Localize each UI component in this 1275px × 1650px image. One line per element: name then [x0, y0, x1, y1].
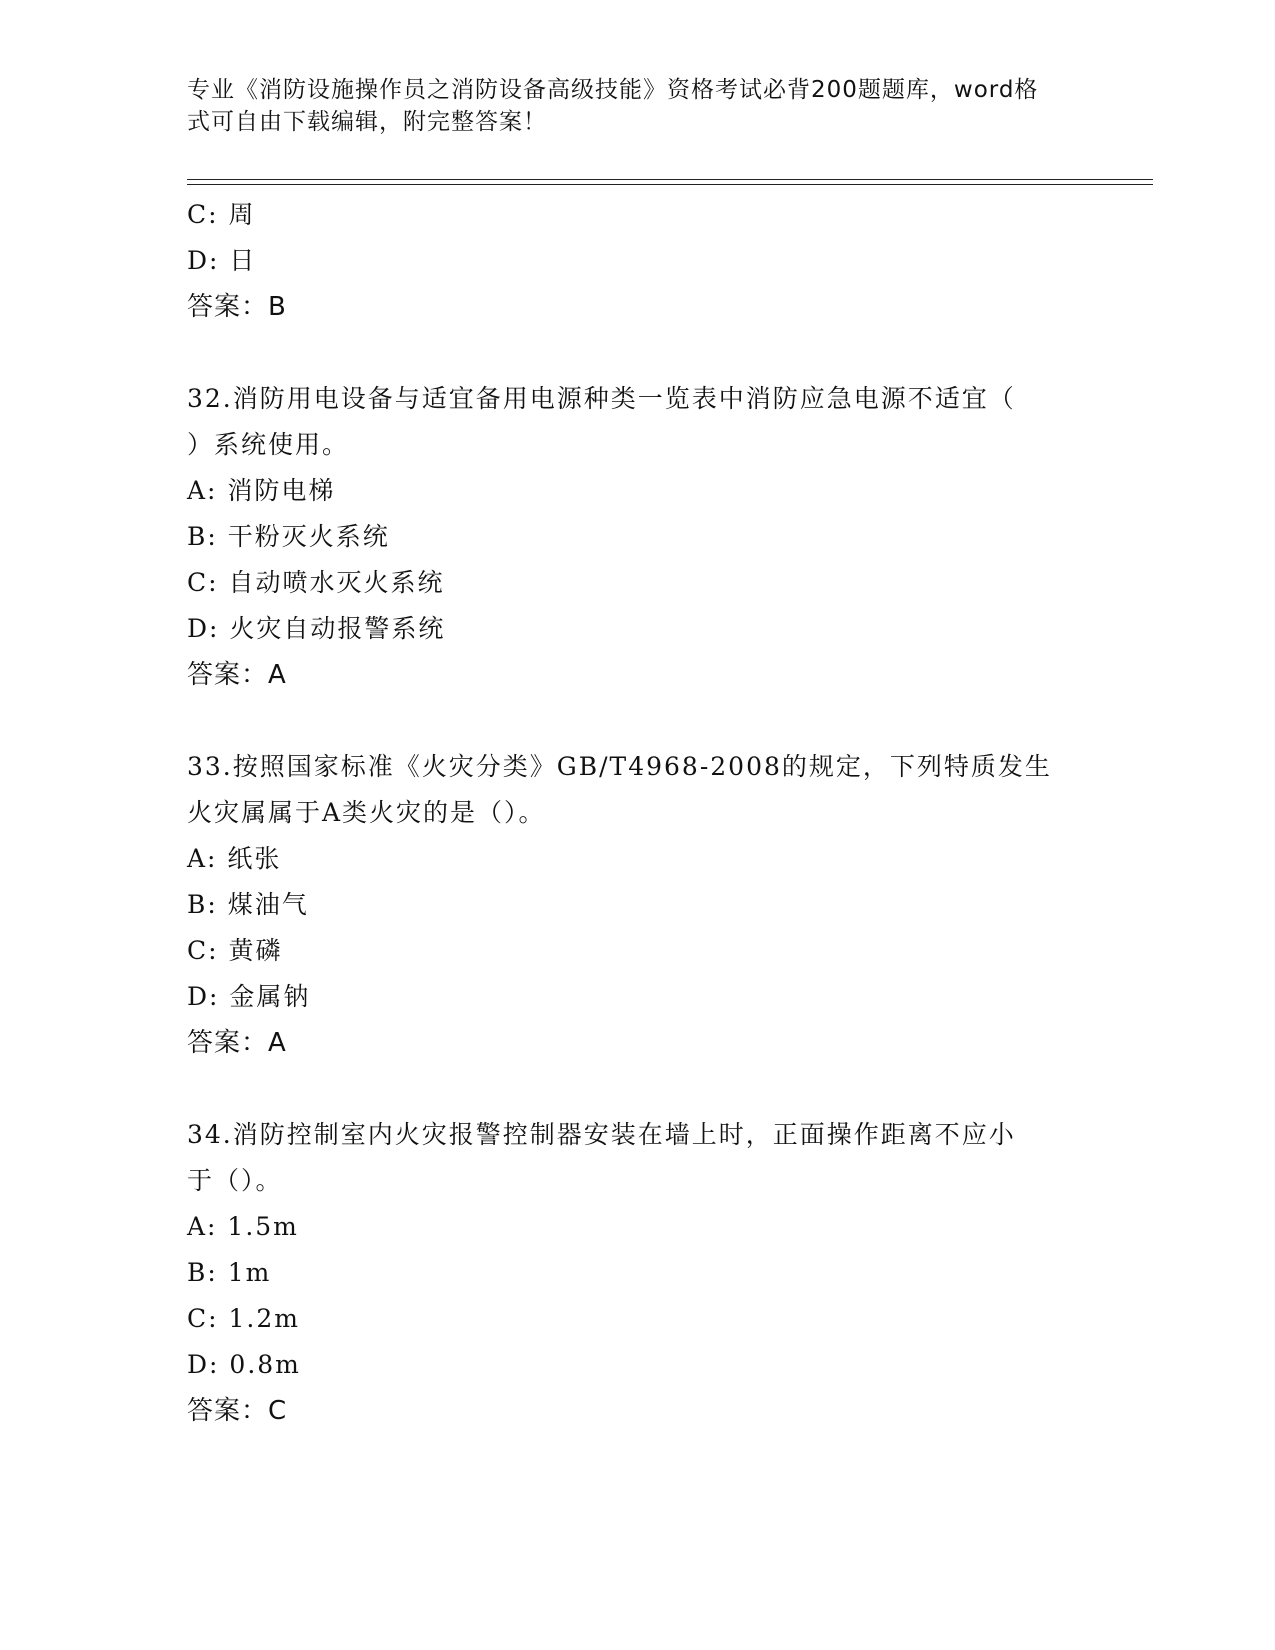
option-a: A: 消防电梯 — [187, 476, 336, 505]
option-b: B: 煤油气 — [187, 890, 309, 919]
header-line-2: 式可自由下载编辑，附完整答案！ — [187, 109, 547, 135]
spacer — [187, 698, 1087, 744]
option-c: C: 1.2m — [187, 1304, 300, 1333]
question-stem-line-1: 34.消防控制室内火灾报警控制器安装在墙上时，正面操作距离不应小 — [187, 1120, 1016, 1149]
option-d: D: 金属钠 — [187, 982, 311, 1011]
document-header — [187, 74, 1067, 138]
option-a: A: 纸张 — [187, 844, 282, 873]
header-line-1: 专业《消防设施操作员之消防设备高级技能》资格考试必背200题题库，word格 — [187, 77, 1039, 103]
partial-question — [187, 192, 1087, 330]
question-list — [187, 192, 1087, 1434]
option-a: A: 1.5m — [187, 1212, 299, 1241]
answer-line: 答案：B — [187, 292, 287, 322]
option-c: C: 周 — [187, 200, 256, 229]
option-d: D: 日 — [187, 246, 257, 275]
header-divider-top — [187, 179, 1153, 180]
header-divider-bottom — [187, 184, 1153, 185]
option-b: B: 1m — [187, 1258, 272, 1287]
answer-line: 答案：A — [187, 660, 287, 690]
answer-line: 答案：A — [187, 1028, 287, 1058]
question-stem-line-1: 32.消防用电设备与适宜备用电源种类一览表中消防应急电源不适宜（ — [187, 384, 1016, 413]
question-stem-line-2: ）系统使用。 — [187, 430, 350, 459]
spacer — [187, 1066, 1087, 1112]
question-stem-line-1: 33.按照国家标准《火灾分类》GB/T4968-2008的规定，下列特质发生 — [187, 752, 1052, 781]
question-stem-line-2: 于（）。 — [187, 1166, 283, 1195]
option-d: D: 火灾自动报警系统 — [187, 614, 446, 643]
question-stem-line-2: 火灾属属于A类火灾的是（）。 — [187, 798, 546, 827]
option-d: D: 0.8m — [187, 1350, 301, 1379]
option-c: C: 自动喷水灭火系统 — [187, 568, 445, 597]
question-32 — [187, 376, 1087, 698]
answer-line: 答案：C — [187, 1396, 288, 1426]
option-c: C: 黄磷 — [187, 936, 283, 965]
option-b: B: 干粉灭火系统 — [187, 522, 390, 551]
spacer — [187, 330, 1087, 376]
question-34 — [187, 1112, 1087, 1434]
question-33 — [187, 744, 1087, 1066]
